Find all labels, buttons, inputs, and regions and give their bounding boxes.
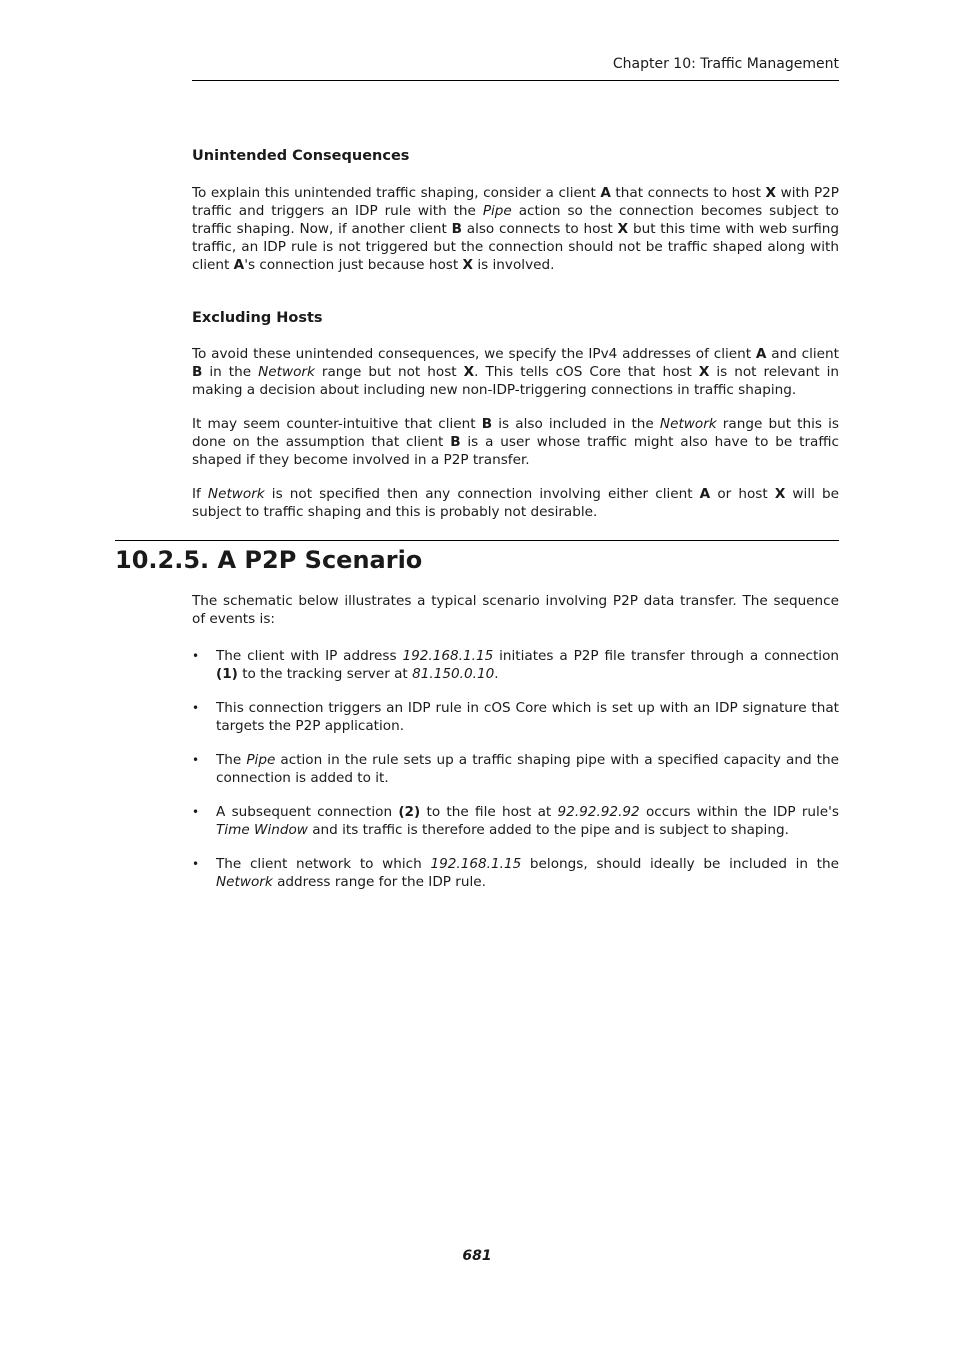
bullet-icon: • xyxy=(192,857,200,871)
header-divider xyxy=(192,80,839,81)
bullet-icon: • xyxy=(192,753,200,767)
section-divider xyxy=(115,540,839,541)
list-item-text: A subsequent connection (2) to the file host at 92.92.92.92 occurs within the IDP rule's Time Window and its traffic is therefore added to the pipe and is subject to shaping. xyxy=(216,804,839,838)
bullet-icon: • xyxy=(192,701,200,715)
bullet-icon: • xyxy=(192,649,200,663)
list-item-text: This connection triggers an IDP rule in cOS Core which is set up with an IDP signature that targets the P2P application. xyxy=(216,700,839,734)
paragraph-excluding-3: If Network is not specified then any connection involving either client A or host X will be subject to traffic shaping and this is probably not desirable. xyxy=(192,486,839,520)
paragraph-excluding-2: It may seem counter-intuitive that client B is also included in the Network range but this is done on the assumption that client B is a user whose traffic might also have to be traffic shaped if they become involved in a P2P transfer. xyxy=(192,416,839,468)
paragraph-excluding-1: To avoid these unintended consequences, we specify the IPv4 addresses of client A and client B in the Network range but not host X. This tells cOS Core that host X is not relevant in making a decision about including new non-IDP-triggering connections in traffic shaping. xyxy=(192,346,839,398)
heading-unintended-consequences: Unintended Consequences xyxy=(192,148,410,164)
paragraph-unintended: To explain this unintended traffic shaping, consider a client A that connects to host X with P2P traffic and triggers an IDP rule with the Pipe action so the connection becomes subject to traffic shaping. Now, if another client B also connects to host X but this time with web surfing traffic, an IDP rule is not triggered but the connection should not be traffic shaped along with client A's connection just because host X is involved. xyxy=(192,185,840,273)
list-item-text: The client network to which 192.168.1.15 belongs, should ideally be included in the Network address range for the IDP rule. xyxy=(216,856,839,890)
list-item-text: The Pipe action in the rule sets up a traffic shaping pipe with a specified capacity and the connection is added to it. xyxy=(216,752,839,786)
page-number: 681 xyxy=(462,1248,492,1264)
running-header: Chapter 10: Traffic Management xyxy=(612,56,839,72)
bullet-icon: • xyxy=(192,805,200,819)
section-title: 10.2.5. A P2P Scenario xyxy=(115,546,423,574)
list-item-text: The client with IP address 192.168.1.15 initiates a P2P file transfer through a connection (1) to the tracking server at 81.150.0.10. xyxy=(216,648,839,682)
heading-excluding-hosts: Excluding Hosts xyxy=(192,310,323,326)
paragraph-section-intro: The schematic below illustrates a typical scenario involving P2P data transfer. The sequence of events is: xyxy=(192,593,839,627)
